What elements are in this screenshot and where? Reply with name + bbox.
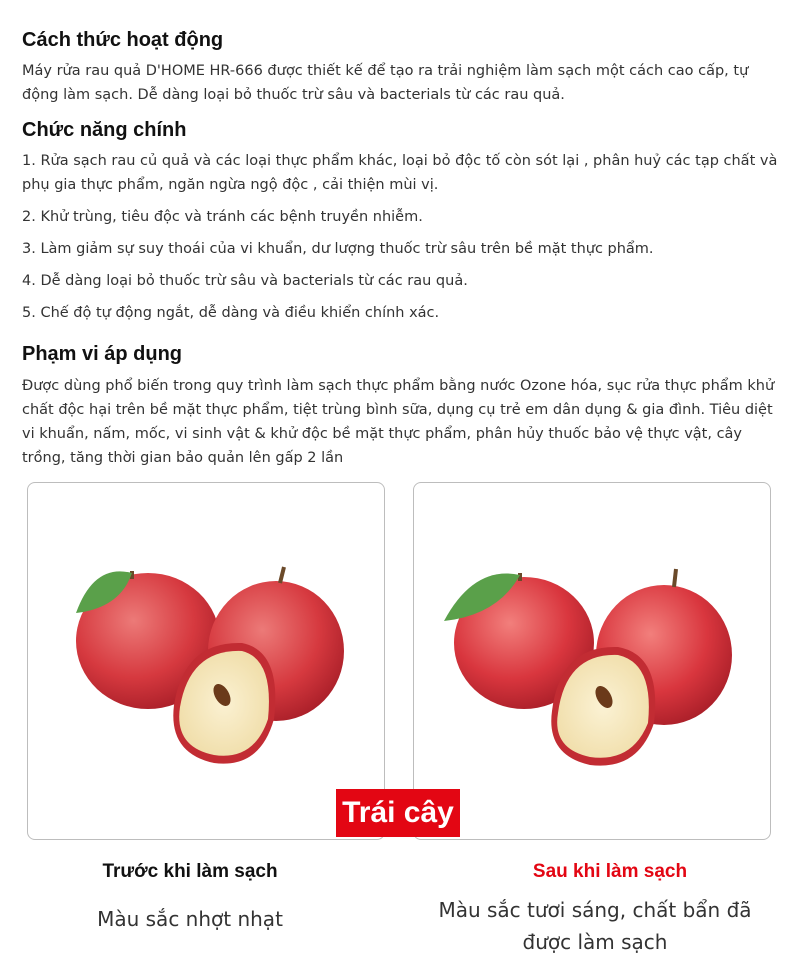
apples-before-image [28, 483, 385, 840]
before-image-panel [27, 482, 385, 840]
after-description: Màu sắc tươi sáng, chất bẩn đã được làm sạch [438, 898, 752, 954]
fruit-badge: Trái cây [336, 789, 460, 837]
apples-after-image [414, 483, 771, 840]
function-item-1: 1. Rửa sạch rau củ quả và các loại thực phẩm khác, loại bỏ độc tố còn sót lại , phân huỷ các tạp chất và phụ gia thực phẩm, ngăn ngừa ngộ độc , cải thiện mùi vị. [22, 153, 778, 193]
how-it-works-heading: Cách thức hoạt động [22, 29, 224, 51]
function-item-3: 3. Làm giảm sự suy thoái của vi khuẩn, dư lượng thuốc trừ sâu trên bề mặt thực phẩm. [22, 241, 654, 257]
function-item-4: 4. Dễ dàng loại bỏ thuốc trừ sâu và bacterials từ các rau quả. [22, 273, 468, 289]
scope-body: Được dùng phổ biến trong quy trình làm sạch thực phẩm bằng nước Ozone hóa, sục rửa thực phẩm khử chất độc hại trên bề mặt thực phẩm, tiệt trùng bình sữa, dụng cụ trẻ em dân dụng & gia đình. Tiêu diệt vi khuẩn, nấm, mốc, vi sinh vật & khử độc bề mặt thực phẩm, phân hủy thuốc bảo vệ thực vật, cây trồng, tăng thời gian bảo quản lên gấp 2 lần [22, 378, 775, 466]
main-functions-heading: Chức năng chính [22, 119, 187, 141]
before-title: Trước khi làm sạch [102, 861, 278, 882]
after-title: Sau khi làm sạch [532, 861, 688, 882]
scope-heading: Phạm vi áp dụng [22, 343, 183, 365]
after-image-panel [413, 482, 771, 840]
before-description: Màu sắc nhợt nhạt [97, 907, 283, 931]
how-it-works-body: Máy rửa rau quả D'HOME HR-666 được thiết kế để tạo ra trải nghiệm làm sạch một cách cao cấp, tự động làm sạch. Dễ dàng loại bỏ thuốc trừ sâu và bacterials từ các rau quả. [22, 63, 749, 103]
function-item-5: 5. Chế độ tự động ngắt, dễ dàng và điều khiển chính xác. [22, 305, 440, 321]
function-item-2: 2. Khử trùng, tiêu độc và tránh các bệnh truyền nhiễm. [22, 209, 423, 225]
